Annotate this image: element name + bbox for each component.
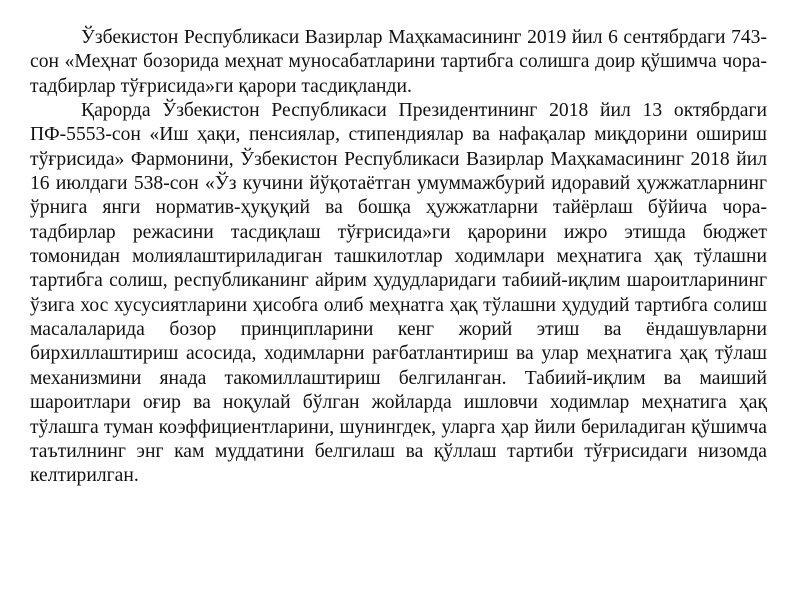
paragraph-decision-approved: Ўзбекистон Республикаси Вазирлар Маҳкамасининг 2019 йил 6 сентябрдаги 743-сон «Меҳнат бозорида меҳнат муносабатларини тартибга солишга доир қўшимча чора-тадбирлар тўғрисида»ги қарори тасдиқланди. (30, 27, 767, 97)
paragraph-decision-details: Қарорда Ўзбекистон Республикаси Президентининг 2018 йил 13 октябрдаги ПФ-5553-сон «Иш ҳақи, пенсиялар, стипендиялар ва нафақалар миқдорини ошириш тўғрисида» Фармонини, Ўзбекистон Республикаси Вазирлар Маҳкамасининг 2018 йил 16 июлдаги 538-сон «Ўз кучини йўқотаётган умуммажбурий идоравий ҳужжатларнинг ўрнига янги норматив-ҳуқуқий ва бошқа ҳужжатларни тайёрлаш бўйича чора-тадбирлар режасини тасдиқлаш тўғрисида»ги қарорини ижро этишда бюджет томонидан молиялаштириладиган ташкилотлар ходимлари меҳнатига ҳақ тўлашни тартибга солиш, республиканинг айрим ҳудудларидаги табиий-иқлим шароитларининг ўзига хос хусусиятларини ҳисобга олиб меҳнатга ҳақ тўлашни ҳудудий тартибга солиш масалаларида бозор принципларини кенг жорий этиш ва ёндашувларни бирхиллаштириш асосида, ходимларни рағбатлантириш ва улар меҳнатига ҳақ тўлаш механизмини янада такомиллаштириш белгиланган. Табиий-иқлим ва маиший шароитлари оғир ва ноқулай бўлган жойларда ишловчи ходимлар меҳнатига ҳақ тўлашга туман коэффициентларини, шунингдек, уларга ҳар йили бериладиган қўшимча таътилнинг энг кам муддатини белгилаш ва қўллаш тартиби тўғрисидаги низомда келтирилган. (30, 100, 767, 487)
